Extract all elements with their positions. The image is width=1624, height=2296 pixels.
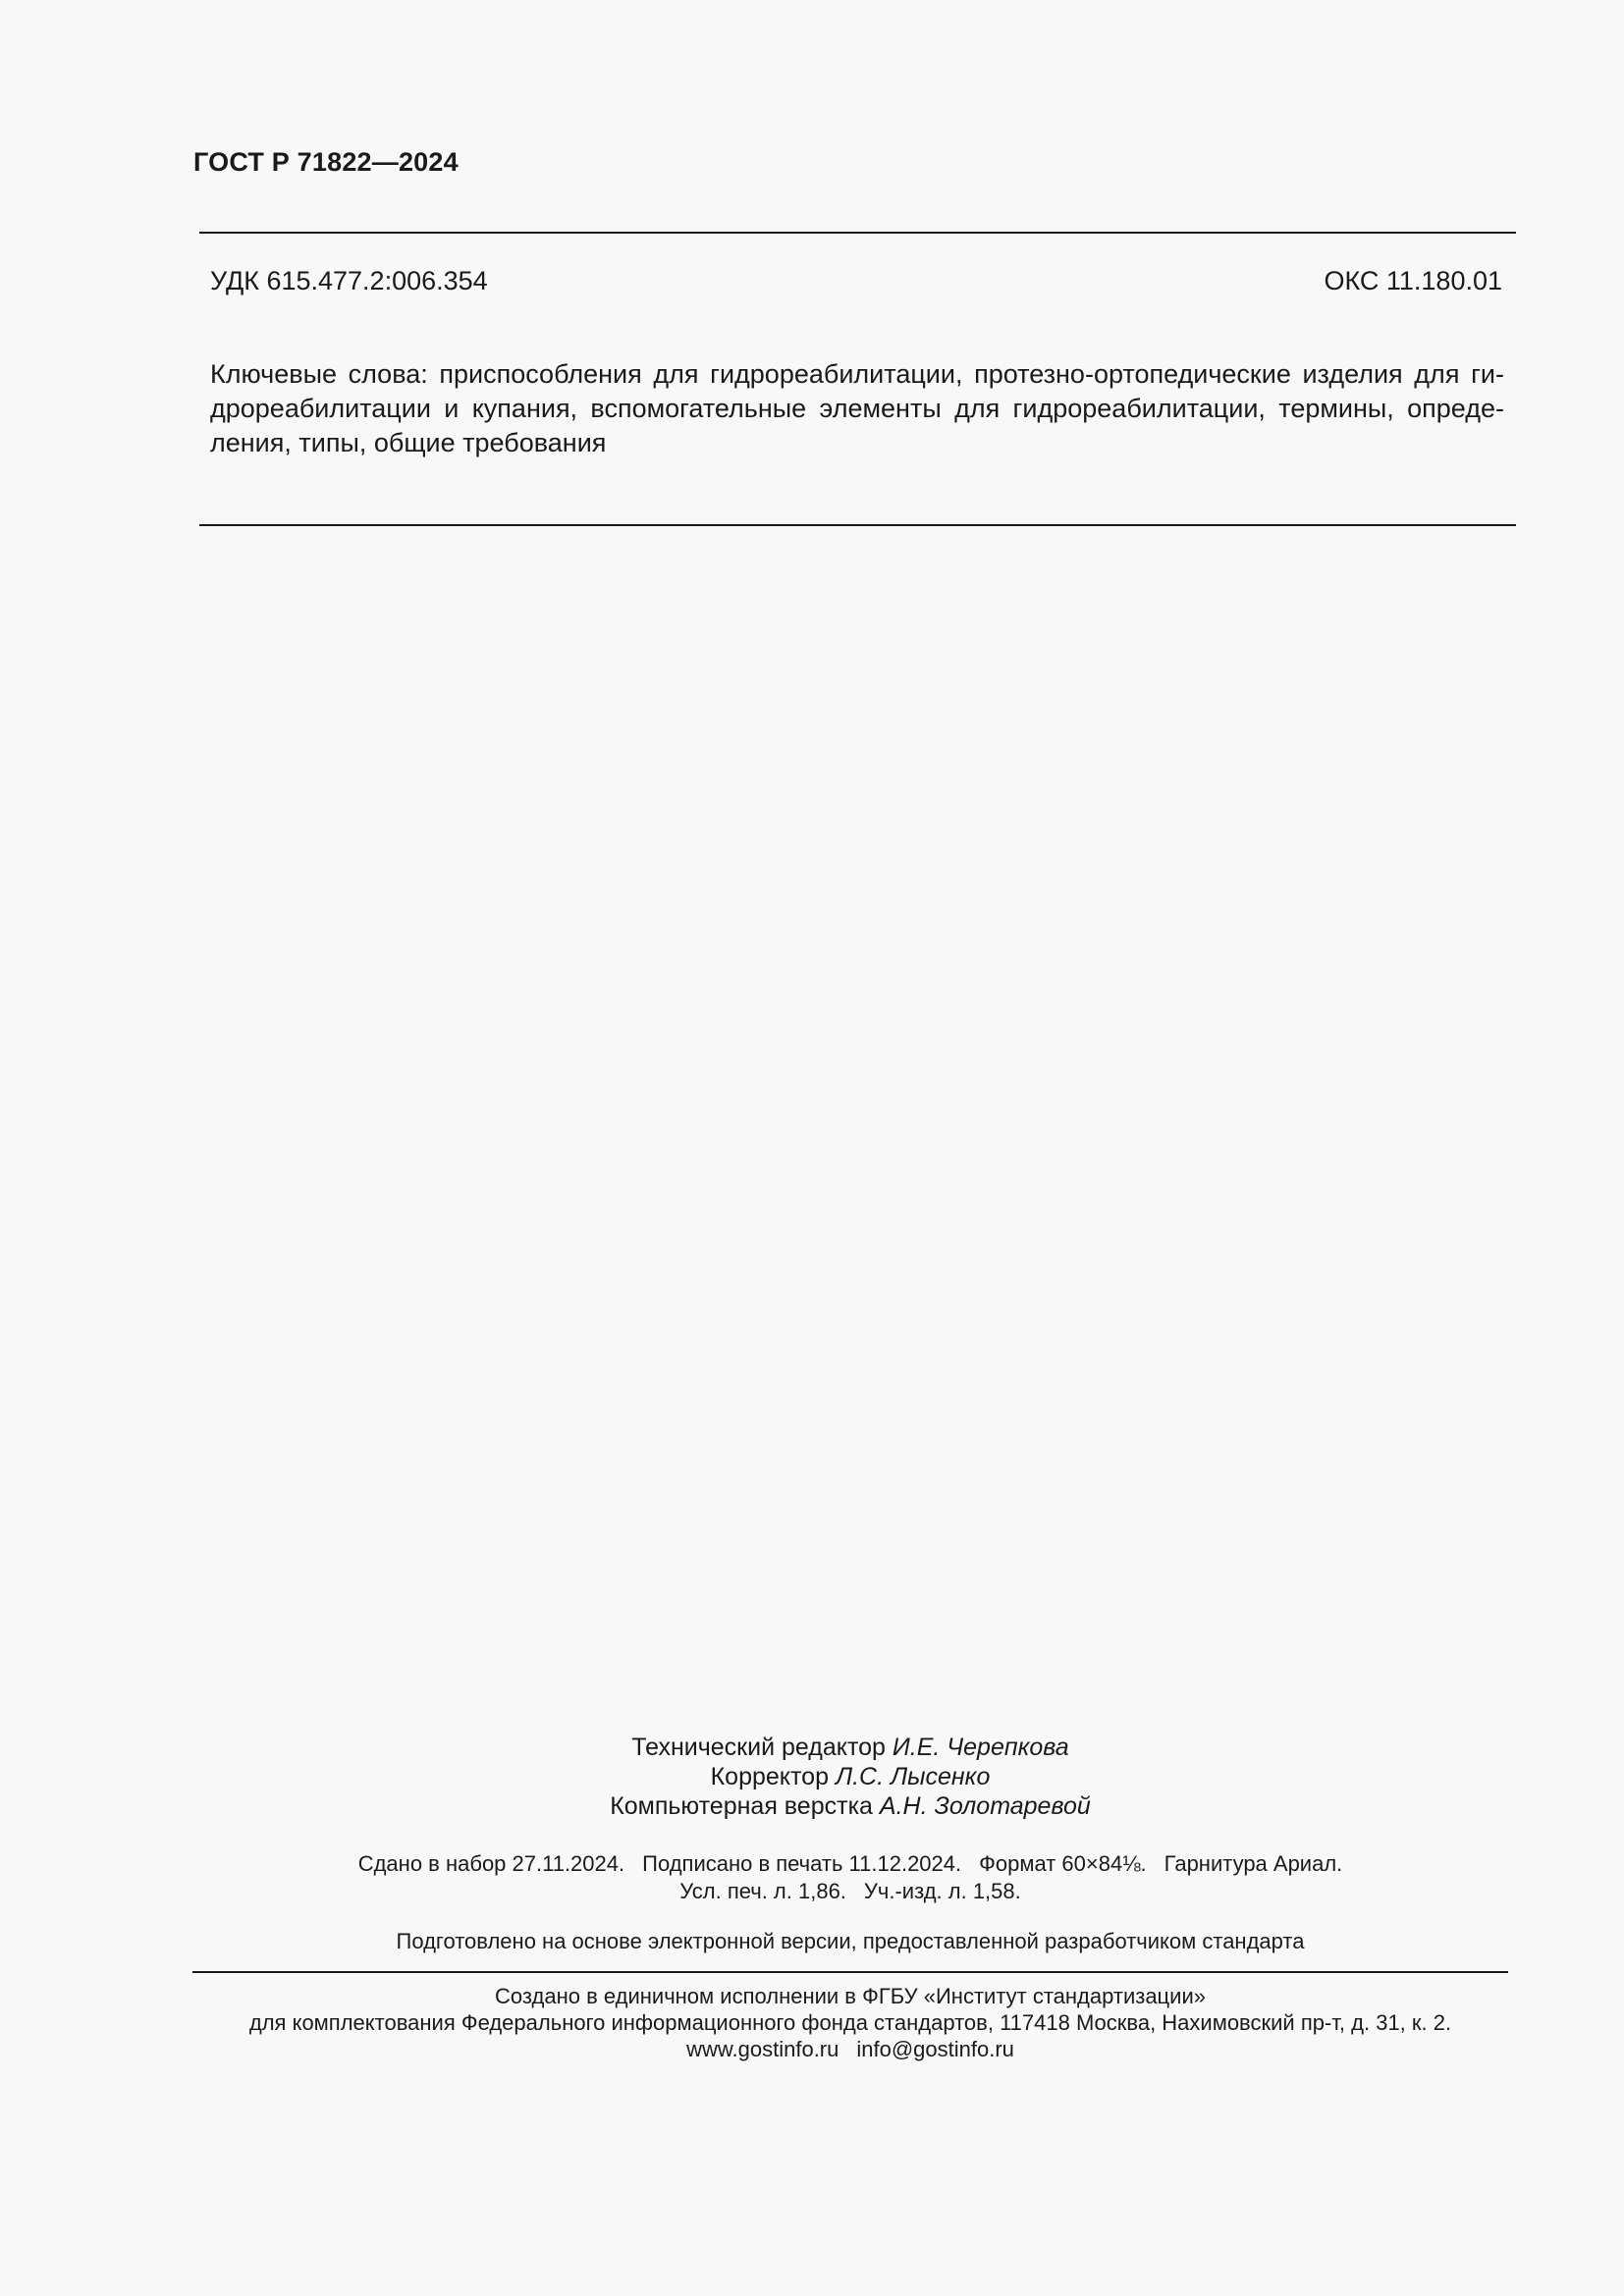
typeface: Гарнитура Ариал. <box>1164 1851 1343 1876</box>
print-info-line <box>192 1878 1508 1905</box>
corrector-name: Л.С. Лысенко <box>835 1763 991 1790</box>
tech-editor-role: Технический редактор <box>631 1734 886 1761</box>
layout-name: А.Н. Золотаревой <box>879 1792 1091 1820</box>
oks-code: ОКС 11.180.01 <box>1324 266 1502 295</box>
credits-block <box>192 1733 1508 1821</box>
footer-contacts <box>192 2036 1508 2062</box>
layout-role: Компьютерная верстка <box>610 1792 873 1820</box>
corrector-credit <box>192 1762 1508 1791</box>
signed-date: Подписано в печать 11.12.2024. <box>642 1851 962 1876</box>
print-format: Формат 60×84⅛. <box>979 1851 1147 1876</box>
publication-sheets: Уч.-изд. л. 1,58. <box>863 1879 1021 1903</box>
prepared-note: Подготовлено на основе электронной версии, предоставленной разработчиком стандарта <box>396 1929 1305 1953</box>
keywords-line: дрореабилитации и купания, вспомогательные элементы для гидрореабилитации, термины, опреде- <box>210 394 1504 423</box>
footer-line: Создано в единичном исполнении в ФГБУ «Институт стандартизации» <box>495 1984 1206 2008</box>
submitted-date: Сдано в набор 27.11.2024. <box>357 1851 625 1876</box>
keywords-line: ления, типы, общие требования <box>210 428 607 457</box>
print-sheets: Усл. печ. л. 1,86. <box>679 1879 846 1903</box>
layout-credit <box>192 1791 1508 1821</box>
print-info-line <box>192 1850 1508 1878</box>
publisher-footer <box>192 1983 1508 2062</box>
print-info-block <box>192 1850 1508 1905</box>
tech-editor-name: И.Е. Черепкова <box>892 1734 1069 1761</box>
corrector-role: Корректор <box>710 1763 829 1790</box>
tech-editor-credit <box>192 1733 1508 1762</box>
udk-code: УДК 615.477.2:006.354 <box>210 266 488 295</box>
footer-line: для комплектования Федерального информационного фонда стандартов, 117418 Москва, Нахимовский пр-т, д. 31, к. 2. <box>248 2010 1452 2035</box>
footer-divider <box>192 1971 1508 1973</box>
middle-divider <box>199 524 1516 526</box>
keywords-block <box>210 357 1504 460</box>
keywords-line: Ключевые слова: приспособления для гидрореабилитации, протезно-ортопедические изделия для ги- <box>210 359 1504 389</box>
email-link[interactable]: info@gostinfo.ru <box>856 2037 1014 2061</box>
top-divider <box>199 232 1516 234</box>
document-code: ГОСТ Р 71822—2024 <box>193 147 459 177</box>
website-link[interactable]: www.gostinfo.ru <box>686 2037 839 2061</box>
